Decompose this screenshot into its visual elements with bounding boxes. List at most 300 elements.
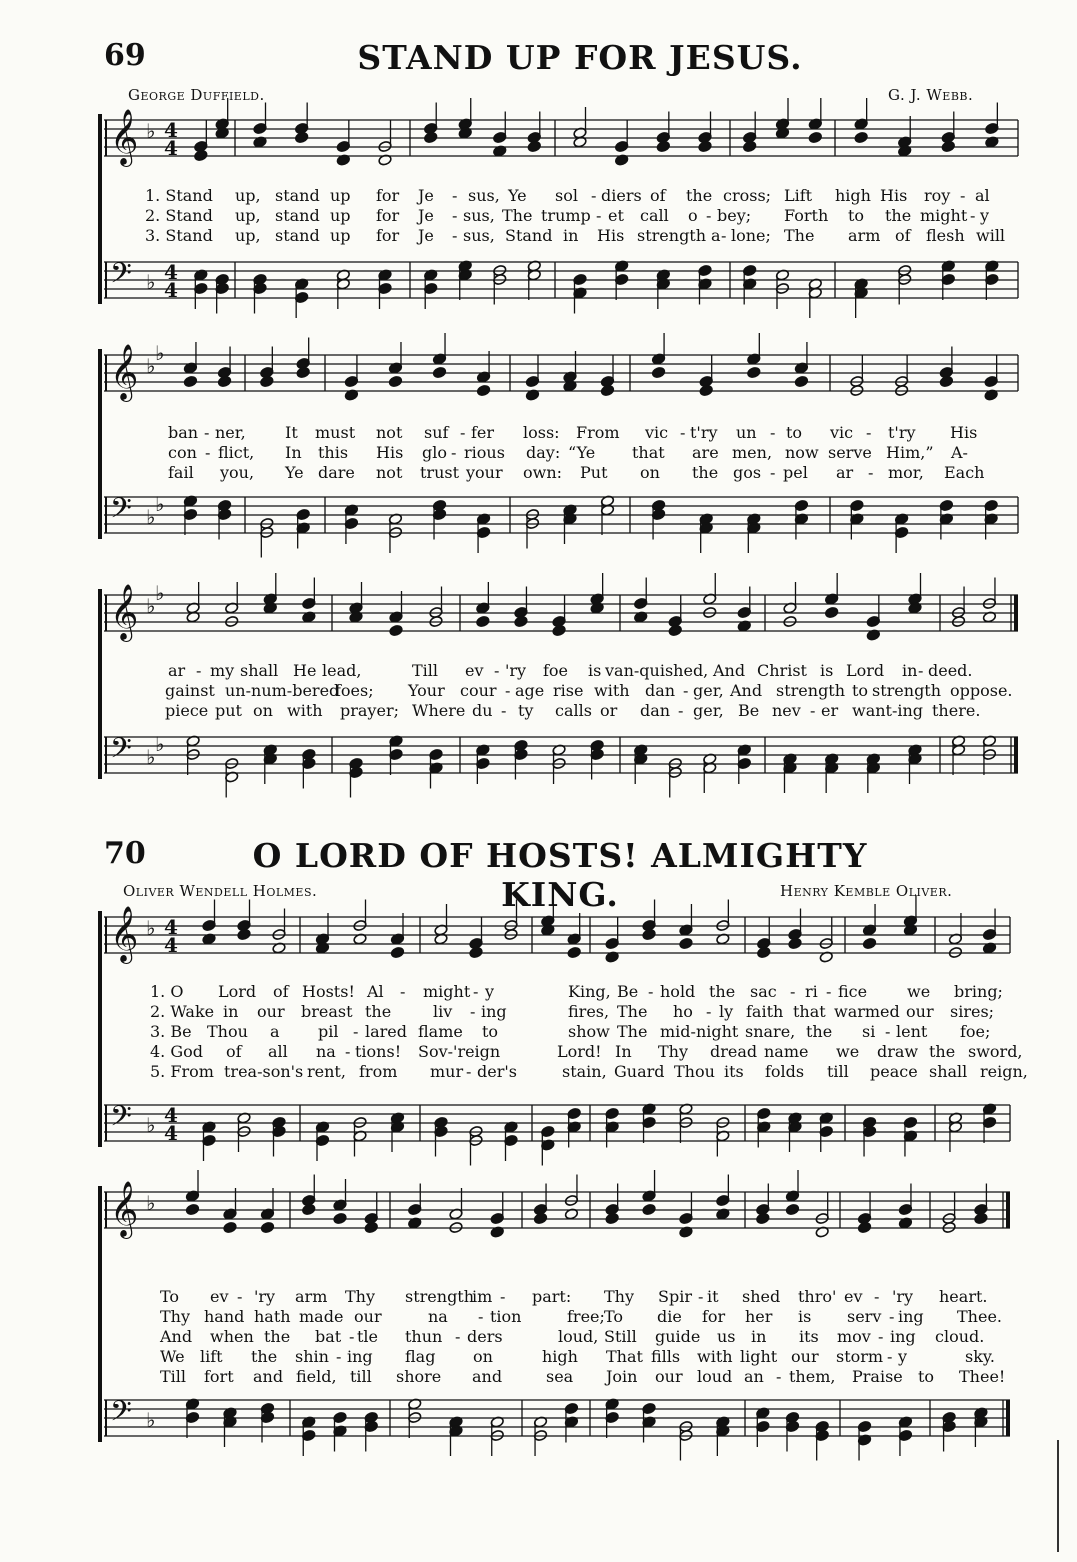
lyric-syllable: of xyxy=(273,982,289,1001)
lyric-syllable: vic xyxy=(830,423,854,442)
lyric-syllable: 'ry xyxy=(505,661,527,680)
lyric-syllable: Him,” xyxy=(886,443,934,462)
flat-icon: ♭ xyxy=(146,354,156,378)
lyric-syllable: - xyxy=(591,186,597,205)
lyric-syllable: - xyxy=(648,982,654,1001)
lyric-syllable: now xyxy=(785,443,819,462)
lyric-syllable: when xyxy=(210,1327,254,1346)
lyric-syllable: - xyxy=(960,186,966,205)
hymn-number: 69 xyxy=(104,38,146,73)
lyric-syllable: folds xyxy=(765,1062,805,1081)
lyric-syllable: an xyxy=(744,1367,764,1386)
lyric-syllable: mid-night xyxy=(660,1022,739,1041)
flat-icon: ♭ xyxy=(146,505,156,529)
bass-clef-icon: 𝄢 xyxy=(110,1100,132,1140)
lyric-syllable: for xyxy=(376,226,400,245)
lyric-syllable: cour xyxy=(460,681,497,700)
flat-icon: ♭ xyxy=(155,732,165,756)
lyric-syllable: der's xyxy=(477,1062,517,1081)
lyric-syllable: dare xyxy=(318,463,355,482)
lyric-syllable: fer xyxy=(471,423,495,442)
lyric-syllable: draw xyxy=(877,1042,919,1061)
note-head xyxy=(527,140,541,152)
lyric-syllable: our xyxy=(791,1347,819,1366)
lyric-syllable: sus, xyxy=(463,226,495,245)
lyric-syllable: 3. Stand xyxy=(145,226,213,245)
lyric-line xyxy=(0,681,1077,701)
lyric-syllable: piece xyxy=(165,701,209,720)
lyric-syllable: to xyxy=(918,1367,935,1386)
note-head xyxy=(194,149,208,161)
lyric-syllable: fires, xyxy=(568,1002,610,1021)
note-head xyxy=(605,1212,619,1224)
lyric-syllable: Je xyxy=(418,186,434,205)
lyric-syllable: Join xyxy=(606,1367,638,1386)
lyric-syllable: in xyxy=(751,1327,767,1346)
lyric-syllable: From xyxy=(576,423,620,442)
lyric-syllable: - xyxy=(868,463,874,482)
lyric-syllable: sword, xyxy=(968,1042,1023,1061)
lyric-syllable: not xyxy=(376,423,403,442)
note-head xyxy=(469,946,483,958)
lyric-syllable: is xyxy=(820,661,834,680)
lyric-syllable: to xyxy=(482,1022,499,1041)
lyric-syllable: 1. Stand xyxy=(145,186,213,205)
lyric-syllable: Hosts! xyxy=(302,982,355,1001)
lyric-syllable: ders xyxy=(467,1327,503,1346)
time-signature: 4 xyxy=(164,136,178,160)
treble-clef-icon: 𝄞 xyxy=(110,584,139,640)
note-head xyxy=(432,366,446,378)
lyric-line xyxy=(0,1367,1077,1387)
lyric-syllable: from xyxy=(359,1062,398,1081)
treble-clef-icon: 𝄞 xyxy=(110,109,139,165)
lyric-syllable: t'ry xyxy=(888,423,916,442)
lyric-syllable: - xyxy=(494,661,500,680)
lyric-line xyxy=(0,206,1077,226)
flat-icon: ♭ xyxy=(146,1191,156,1215)
lyric-syllable: tle xyxy=(357,1327,379,1346)
lyric-syllable: strength xyxy=(637,226,707,245)
lyric-syllable: high xyxy=(835,186,871,205)
lyric-syllable: 2. Wake xyxy=(150,1002,215,1021)
lyric-syllable: et xyxy=(608,206,624,225)
lyric-syllable: Praise xyxy=(852,1367,903,1386)
lyric-syllable: The xyxy=(502,206,533,225)
lyric-syllable: oppose. xyxy=(950,681,1013,700)
lyric-syllable: o xyxy=(688,206,698,225)
flat-icon: ♭ xyxy=(155,492,165,516)
lyric-syllable: till xyxy=(827,1062,849,1081)
lyric-syllable: we xyxy=(907,982,931,1001)
note-head xyxy=(333,1212,347,1224)
lyric-syllable: To xyxy=(160,1287,180,1306)
lyric-syllable: for xyxy=(376,186,400,205)
lyric-syllable: part: xyxy=(532,1287,572,1306)
lyric-syllable: “Ye xyxy=(568,443,596,462)
lyric-syllable: flame xyxy=(418,1022,463,1041)
lyric-syllable: - xyxy=(460,423,466,442)
note-head xyxy=(679,937,693,949)
lyric-syllable: Your xyxy=(408,681,445,700)
lyric-syllable: serv xyxy=(847,1307,882,1326)
lyric-syllable: of xyxy=(895,226,911,245)
lyric-syllable: her xyxy=(745,1307,773,1326)
lyric-syllable: loud, xyxy=(558,1327,599,1346)
lyric-syllable: - xyxy=(478,1307,484,1326)
lyric-syllable: trust xyxy=(420,463,460,482)
lyric-syllable: sea xyxy=(546,1367,574,1386)
lyric-syllable: up xyxy=(330,226,351,245)
lyric-syllable: the xyxy=(365,1002,392,1021)
lyric-line xyxy=(0,1307,1077,1327)
lyric-syllable: deed. xyxy=(928,661,973,680)
note-head xyxy=(302,1203,316,1215)
lyric-syllable: age xyxy=(515,681,545,700)
lyric-syllable: with xyxy=(697,1347,733,1366)
lyric-syllable: na xyxy=(428,1307,448,1326)
lyric-syllable: a xyxy=(270,1022,280,1041)
lyric-syllable: up xyxy=(330,206,351,225)
hymn-number: 70 xyxy=(104,836,146,871)
flat-icon: ♭ xyxy=(146,119,156,143)
lyric-syllable: - xyxy=(500,1287,506,1306)
lyric-syllable: - xyxy=(336,1347,342,1366)
flat-icon: ♭ xyxy=(146,1113,156,1137)
lyric-syllable: up, xyxy=(235,206,261,225)
lyric-syllable: Thy xyxy=(160,1307,191,1326)
note-head xyxy=(183,375,197,387)
lyric-syllable: a xyxy=(711,226,721,245)
lyric-syllable: guide xyxy=(655,1327,701,1346)
note-head xyxy=(698,140,712,152)
lyric-syllable: our xyxy=(354,1307,382,1326)
lyric-syllable: ban xyxy=(168,423,199,442)
lyric-line xyxy=(0,1042,1077,1062)
lyric-line xyxy=(0,1002,1077,1022)
lyric-syllable: - xyxy=(918,661,924,680)
lyric-syllable: faith xyxy=(746,1002,784,1021)
lyric-syllable: And xyxy=(160,1327,193,1346)
lyric-syllable: of xyxy=(226,1042,242,1061)
note-head xyxy=(785,1203,799,1215)
bass-clef-icon: 𝄢 xyxy=(110,257,132,297)
lyric-syllable: the xyxy=(709,982,736,1001)
lyric-syllable: foes; xyxy=(335,681,374,700)
lyric-line xyxy=(0,423,1077,443)
flat-icon: ♭ xyxy=(146,1408,156,1432)
lyric-syllable: diers xyxy=(601,186,642,205)
note-head xyxy=(476,615,490,627)
lyric-syllable: stand xyxy=(275,186,320,205)
lyric-syllable: all xyxy=(268,1042,288,1061)
lyric-line xyxy=(0,1327,1077,1347)
note-head xyxy=(295,131,309,143)
lyric-syllable: - xyxy=(452,186,458,205)
lyric-syllable: Je xyxy=(418,226,434,245)
lyric-syllable: tion xyxy=(490,1307,522,1326)
lyric-line xyxy=(0,463,1077,483)
lyric-syllable: shall xyxy=(929,1062,968,1081)
lyric-syllable: ar xyxy=(168,661,186,680)
lyric-syllable: the xyxy=(264,1327,291,1346)
lyric-syllable: - xyxy=(353,1022,359,1041)
note-head xyxy=(642,1203,656,1215)
lyric-syllable: - xyxy=(237,1287,243,1306)
lyric-syllable: shed xyxy=(742,1287,781,1306)
lyric-syllable: - xyxy=(596,206,602,225)
note-head xyxy=(364,1221,378,1233)
lyric-syllable: foe xyxy=(543,661,569,680)
lyric-syllable: die xyxy=(657,1307,682,1326)
lyric-syllable: - xyxy=(706,1002,712,1021)
lyric-syllable: - xyxy=(505,681,511,700)
flat-icon: ♭ xyxy=(155,341,165,365)
lyric-syllable: na xyxy=(316,1042,336,1061)
lyric-syllable: stand xyxy=(275,226,320,245)
note-head xyxy=(237,928,251,940)
note-head xyxy=(217,375,231,387)
lyric-syllable: con xyxy=(168,443,197,462)
lyric-syllable: the xyxy=(806,1022,833,1041)
lyric-syllable: there. xyxy=(932,701,981,720)
lyric-syllable: high xyxy=(542,1347,578,1366)
lyric-syllable: dan xyxy=(640,701,671,720)
lyric-syllable: vic xyxy=(645,423,669,442)
lyric-syllable: on xyxy=(473,1347,493,1366)
words-credit: Oliver Wendell Holmes. xyxy=(123,882,318,900)
note-head xyxy=(854,131,868,143)
lyric-syllable: warmed xyxy=(834,1002,900,1021)
treble-clef-icon: 𝄞 xyxy=(110,344,139,400)
lyric-syllable: up, xyxy=(235,186,261,205)
lyric-syllable: Forth xyxy=(784,206,829,225)
lyric-syllable: Lift xyxy=(784,186,813,205)
lyric-syllable: and xyxy=(253,1367,284,1386)
lyric-syllable: y xyxy=(980,206,990,225)
lyric-syllable: on xyxy=(640,463,660,482)
lyric-syllable: ner, xyxy=(215,423,246,442)
lyric-syllable: it xyxy=(707,1287,719,1306)
lyric-syllable: breast xyxy=(301,1002,353,1021)
time-signature: 4 xyxy=(164,278,178,302)
music-credit: Henry Kemble Oliver. xyxy=(780,882,953,900)
lyric-line xyxy=(0,1022,1077,1042)
flat-icon: ♭ xyxy=(146,916,156,940)
lyric-syllable: pel xyxy=(783,463,808,482)
lyric-syllable: stain, xyxy=(562,1062,607,1081)
lyric-syllable: Sov-'reign xyxy=(418,1042,501,1061)
lyric-line xyxy=(0,661,1077,681)
lyric-syllable: sol xyxy=(555,186,578,205)
lyric-syllable: 3. Be xyxy=(150,1022,192,1041)
lyric-syllable: - xyxy=(878,1327,884,1346)
lyric-syllable: snare, xyxy=(745,1022,796,1041)
lyric-syllable: free; xyxy=(567,1307,605,1326)
lyric-syllable: cloud. xyxy=(935,1327,985,1346)
note-head xyxy=(941,140,955,152)
lyric-syllable: al xyxy=(975,186,990,205)
lyric-syllable: - xyxy=(770,423,776,442)
lyric-syllable: It xyxy=(285,423,298,442)
lyric-line xyxy=(0,701,1077,721)
lyric-line xyxy=(0,186,1077,206)
lyric-syllable: thro' xyxy=(798,1287,837,1306)
note-head xyxy=(788,937,802,949)
lyric-syllable: sac xyxy=(750,982,777,1001)
lyric-syllable: Thee! xyxy=(959,1367,1006,1386)
lyric-syllable: gos xyxy=(733,463,762,482)
lyric-syllable: us xyxy=(717,1327,736,1346)
lyric-syllable: that xyxy=(632,443,665,462)
lyric-syllable: lone; xyxy=(731,226,771,245)
lyric-syllable: - xyxy=(698,1287,704,1306)
lyric-syllable: thun xyxy=(405,1327,443,1346)
lyric-syllable: bat xyxy=(315,1327,342,1346)
lyric-syllable: heart. xyxy=(939,1287,988,1306)
lyric-syllable: made xyxy=(299,1307,344,1326)
lyric-syllable: shin xyxy=(295,1347,329,1366)
lyric-syllable: with xyxy=(594,681,630,700)
lyric-syllable: the xyxy=(929,1042,956,1061)
lyric-syllable: Still xyxy=(604,1327,637,1346)
lyric-syllable: to xyxy=(852,681,869,700)
lyric-line xyxy=(0,226,1077,246)
lyric-syllable: - xyxy=(452,206,458,225)
note-head xyxy=(260,375,274,387)
lyric-syllable: arm xyxy=(848,226,881,245)
lyric-syllable: in xyxy=(902,661,918,680)
lyric-syllable: bring; xyxy=(954,982,1003,1001)
lyric-syllable: rise xyxy=(553,681,584,700)
lyric-syllable: 2. Stand xyxy=(145,206,213,225)
note-head xyxy=(390,946,404,958)
lyric-syllable: in xyxy=(563,226,579,245)
lyric-syllable: sires; xyxy=(950,1002,995,1021)
lyric-syllable: - xyxy=(776,1367,782,1386)
lyric-syllable: Thou xyxy=(207,1022,248,1041)
lyric-syllable: of xyxy=(650,186,666,205)
lyric-syllable: - xyxy=(204,423,210,442)
lyric-syllable: name xyxy=(764,1042,809,1061)
lyric-syllable: un xyxy=(736,423,757,442)
note-head xyxy=(668,624,682,636)
treble-clef-icon: 𝄞 xyxy=(110,1181,139,1237)
lyric-syllable: bey; xyxy=(717,206,752,225)
lyric-syllable: we xyxy=(836,1042,860,1061)
lyric-syllable: Je xyxy=(418,206,434,225)
lyric-syllable: sus, xyxy=(463,206,495,225)
lyric-syllable: ri xyxy=(805,982,818,1001)
note-head xyxy=(642,928,656,940)
note-head xyxy=(514,615,528,627)
lyric-syllable: hold xyxy=(660,982,696,1001)
lyric-syllable: our xyxy=(906,1002,934,1021)
lyric-syllable: - xyxy=(678,701,684,720)
lyric-syllable: - xyxy=(683,681,689,700)
lyric-syllable: want-ing xyxy=(852,701,924,720)
lyric-syllable: To xyxy=(604,1307,624,1326)
lyric-syllable: rious xyxy=(464,443,505,462)
lyric-syllable: Lord! xyxy=(557,1042,602,1061)
flat-icon: ♭ xyxy=(155,581,165,605)
lyric-syllable: with xyxy=(287,701,323,720)
lyric-syllable: y xyxy=(485,982,495,1001)
lyric-syllable: and xyxy=(472,1367,503,1386)
lyric-syllable: that xyxy=(793,1002,826,1021)
note-head xyxy=(974,1212,988,1224)
lyric-syllable: fail xyxy=(168,463,194,482)
lyric-syllable: sus, xyxy=(468,186,500,205)
lyric-syllable: 1. O xyxy=(150,982,184,1001)
lyric-syllable: for xyxy=(702,1307,726,1326)
lyric-syllable: The xyxy=(617,1002,648,1021)
lyric-syllable: im xyxy=(472,1287,493,1306)
lyric-syllable: 'ry xyxy=(892,1287,914,1306)
flat-icon: ♭ xyxy=(146,270,156,294)
lyric-syllable: till xyxy=(350,1367,372,1386)
lyric-syllable: 4. God xyxy=(150,1042,204,1061)
lyric-syllable: Spir xyxy=(658,1287,692,1306)
lyric-syllable: - xyxy=(473,982,479,1001)
note-head xyxy=(185,1203,199,1215)
lyric-syllable: y xyxy=(898,1347,908,1366)
lyric-syllable: foe; xyxy=(960,1022,991,1041)
lyric-syllable: Stand xyxy=(505,226,553,245)
lyric-syllable: them, xyxy=(789,1367,836,1386)
lyric-syllable: is xyxy=(798,1307,812,1326)
lyric-syllable: si xyxy=(862,1022,876,1041)
lyric-syllable: the xyxy=(885,206,912,225)
lyric-syllable: ar xyxy=(836,463,854,482)
lyric-syllable: peace xyxy=(870,1062,918,1081)
lyric-syllable: pil xyxy=(318,1022,339,1041)
lyric-syllable: hand xyxy=(204,1307,245,1326)
lyric-syllable: ger, xyxy=(693,701,724,720)
note-head xyxy=(862,937,876,949)
lyric-syllable: He xyxy=(293,661,317,680)
lyric-syllable: up, xyxy=(235,226,261,245)
lyric-syllable: His xyxy=(950,423,978,442)
lyric-syllable: the xyxy=(692,463,719,482)
lyric-syllable: Lord xyxy=(218,982,257,1001)
lyric-syllable: trea-son's xyxy=(224,1062,304,1081)
lyric-syllable: loud xyxy=(697,1367,733,1386)
lyric-syllable: own: xyxy=(523,463,563,482)
lyric-syllable: - xyxy=(196,661,202,680)
flat-icon: ♭ xyxy=(146,594,156,618)
lyric-syllable: The xyxy=(617,1022,648,1041)
lyric-syllable: - xyxy=(451,443,457,462)
lyric-syllable: glo xyxy=(422,443,447,462)
lyric-syllable: - xyxy=(790,982,796,1001)
lyric-line xyxy=(0,982,1077,1002)
lyric-syllable: its xyxy=(724,1062,744,1081)
lyric-syllable: lift xyxy=(200,1347,223,1366)
lyric-syllable: are xyxy=(692,443,719,462)
lyric-syllable: 5. From xyxy=(150,1062,214,1081)
note-head xyxy=(651,366,665,378)
lyric-syllable: His xyxy=(597,226,625,245)
lyric-syllable: - xyxy=(466,1062,472,1081)
lyric-syllable: Put xyxy=(580,463,608,482)
lyric-syllable: Lord xyxy=(846,661,885,680)
lyric-syllable: The xyxy=(784,226,815,245)
lyric-syllable: is xyxy=(588,661,602,680)
note-head xyxy=(747,366,761,378)
lyric-syllable: Till xyxy=(412,661,439,680)
lyric-syllable: calls xyxy=(555,701,592,720)
